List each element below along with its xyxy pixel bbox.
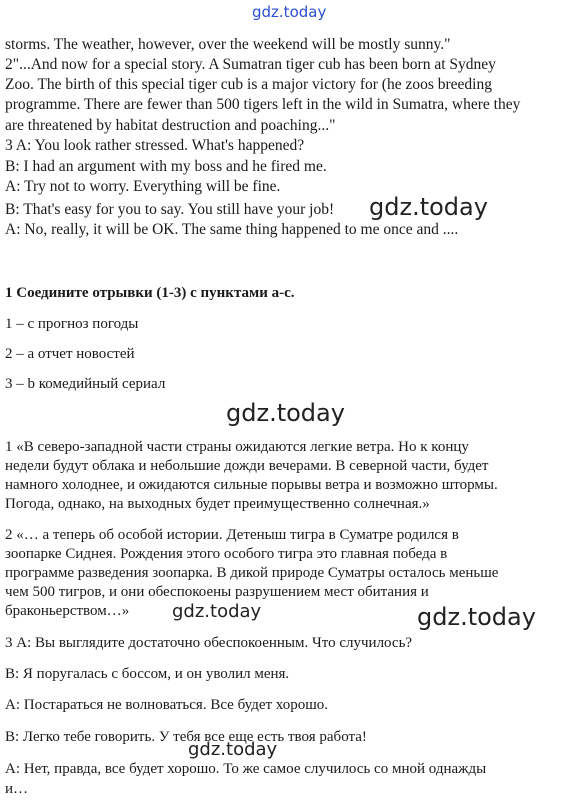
text-line: A: Try not to worry. Everything will be fine. (5, 178, 281, 195)
text-line: В: Легко тебе говорить. У тебя все еще есть твоя работа! (5, 729, 367, 745)
text-line: B: That's easy for you to say. You still have your job! (5, 201, 335, 218)
text-line: are threatened by habitat destruction and poaching..." (5, 117, 336, 134)
text-line: 2"...And now for a special story. A Sumatran tiger cub has been born at Sydney (5, 56, 496, 73)
answer-item: 2 – а отчет новостей (5, 346, 135, 362)
text-line: А: Постараться не волноваться. Все будет хорошо. (5, 697, 329, 713)
text-line: storms. The weather, however, over the weekend will be mostly sunny." (5, 36, 451, 53)
answer-item: 1 – с прогноз погоды (5, 316, 139, 332)
answer-item: 3 – b комедийный сериал (5, 376, 166, 392)
text-line: B: I had an argument with my boss and he fired me. (5, 158, 327, 175)
text-line: чем 500 тигров, и они обеспокоены разрушением мест обитания и (5, 584, 429, 600)
text-line: 3 A: You look rather stressed. What's happened? (5, 137, 305, 154)
text-line: и… (5, 781, 29, 797)
text-line: 2 «… а теперь об особой истории. Детеныш тигра в Суматре родился в (5, 527, 459, 543)
text-line: programme. There are fewer than 500 tigers left in the wild in Sumatra, where they (5, 96, 521, 113)
text-line: В: Я поругалась с боссом, и он уволил меня. (5, 666, 290, 682)
text-line: программе разведения зоопарка. В дикой природе Суматры осталось меньше (5, 565, 499, 581)
text-line: намного холоднее, и ожидаются сильные порывы ветра и возможно штормы. (5, 477, 498, 493)
text-line: зоопарке Сиднея. Рождения этого особого тигра это главная победа в (5, 546, 448, 562)
watermark-text: gdz.today (369, 193, 488, 221)
watermark-text: gdz.today (252, 3, 327, 21)
text-line: 1 «В северо-западной части страны ожидаются легкие ветра. Но к концу (5, 439, 469, 455)
text-line: недели будут облака и небольшие дожди вечерами. В северной части, будет (5, 458, 489, 474)
text-line: 3 А: Вы выглядите достаточно обеспокоенным. Что случилось? (5, 635, 413, 651)
task-title: 1 Соедините отрывки (1-3) с пунктами а-с. (5, 285, 295, 301)
watermark-text: gdz.today (226, 399, 345, 427)
text-line: A: No, really, it will be OK. The same thing happened to me once and .... (5, 221, 459, 238)
text-line: Погода, однако, на выходных будет преимущественно солнечная.» (5, 496, 430, 512)
text-line: Zoo. The birth of this special tiger cub is a major victory for (he zoos breeding (5, 76, 492, 93)
text-line: браконьерством…» (5, 603, 130, 619)
text-line: А: Нет, правда, все будет хорошо. То же самое случилось со мной однажды (5, 761, 487, 777)
watermark-text: gdz.today (172, 601, 262, 622)
watermark-text: gdz.today (188, 739, 278, 760)
watermark-text: gdz.today (417, 603, 536, 631)
